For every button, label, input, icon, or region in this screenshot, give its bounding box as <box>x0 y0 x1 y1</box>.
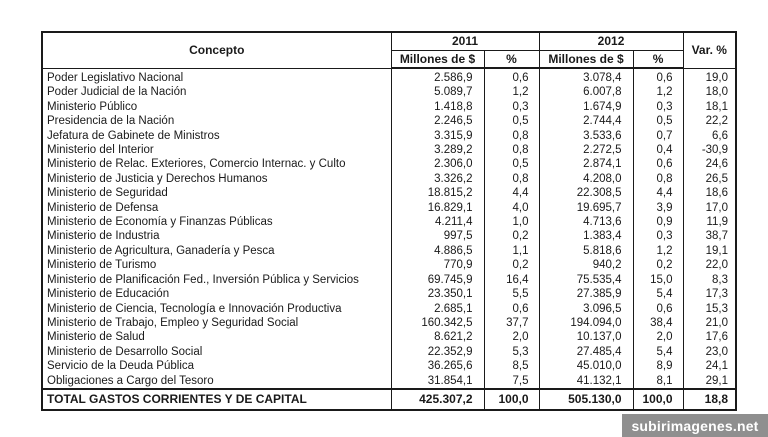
cell-pct-2011: 4,4 <box>484 186 539 200</box>
cell-pct-2012: 8,9 <box>633 359 683 373</box>
cell-concepto: Ministerio de Relac. Exteriores, Comercio Internac. y Culto <box>42 157 391 171</box>
total-millones-2011: 425.307,2 <box>391 389 484 410</box>
cell-pct-2011: 0,5 <box>484 157 539 171</box>
cell-millones-2011: 22.352,9 <box>391 345 484 359</box>
cell-pct-2011: 0,5 <box>484 114 539 128</box>
cell-pct-2011: 2,0 <box>484 330 539 344</box>
cell-millones-2012: 2.744,4 <box>539 114 633 128</box>
table-row <box>42 374 736 389</box>
table-row <box>42 201 736 215</box>
cell-concepto: Obligaciones a Cargo del Tesoro <box>42 374 391 389</box>
cell-concepto: Ministerio de Ciencia, Tecnología e Innovación Productiva <box>42 302 391 316</box>
cell-pct-2011: 4,0 <box>484 201 539 215</box>
total-millones-2012: 505.130,0 <box>539 389 633 410</box>
cell-pct-2012: 0,5 <box>633 114 683 128</box>
cell-var-pct: 38,7 <box>683 229 736 243</box>
cell-pct-2012: 5,4 <box>633 287 683 301</box>
cell-pct-2011: 1,1 <box>484 244 539 258</box>
table-row <box>42 273 736 287</box>
header-pct-2012: % <box>633 50 683 68</box>
table-row <box>42 157 736 171</box>
cell-pct-2012: 2,0 <box>633 330 683 344</box>
table-row <box>42 359 736 373</box>
cell-millones-2012: 22.308,5 <box>539 186 633 200</box>
cell-pct-2012: 0,6 <box>633 68 683 85</box>
cell-millones-2011: 31.854,1 <box>391 374 484 389</box>
cell-var-pct: 17,3 <box>683 287 736 301</box>
cell-pct-2011: 1,2 <box>484 85 539 99</box>
table-footer <box>42 389 736 410</box>
cell-pct-2012: 1,2 <box>633 85 683 99</box>
cell-concepto: Poder Legislativo Nacional <box>42 68 391 85</box>
cell-var-pct: 19,0 <box>683 68 736 85</box>
cell-concepto: Ministerio de Industria <box>42 229 391 243</box>
cell-millones-2011: 3.315,9 <box>391 129 484 143</box>
cell-concepto: Ministerio de Educación <box>42 287 391 301</box>
cell-millones-2011: 23.350,1 <box>391 287 484 301</box>
cell-millones-2012: 2.874,1 <box>539 157 633 171</box>
table-row <box>42 143 736 157</box>
total-var-pct: 18,8 <box>683 389 736 410</box>
cell-pct-2011: 0,6 <box>484 68 539 85</box>
cell-millones-2012: 45.010,0 <box>539 359 633 373</box>
cell-pct-2011: 0,8 <box>484 143 539 157</box>
cell-millones-2011: 1.418,8 <box>391 100 484 114</box>
cell-millones-2011: 5.089,7 <box>391 85 484 99</box>
cell-var-pct: 6,6 <box>683 129 736 143</box>
cell-pct-2011: 5,3 <box>484 345 539 359</box>
cell-millones-2012: 3.533,6 <box>539 129 633 143</box>
cell-pct-2012: 8,1 <box>633 374 683 389</box>
cell-millones-2011: 4.211,4 <box>391 215 484 229</box>
cell-millones-2011: 997,5 <box>391 229 484 243</box>
table-row <box>42 100 736 114</box>
cell-millones-2012: 194.094,0 <box>539 316 633 330</box>
cell-millones-2011: 4.886,5 <box>391 244 484 258</box>
cell-concepto: Ministerio de Economía y Finanzas Públicas <box>42 215 391 229</box>
cell-concepto: Presidencia de la Nación <box>42 114 391 128</box>
table-row <box>42 129 736 143</box>
cell-var-pct: 17,0 <box>683 201 736 215</box>
cell-millones-2012: 4.713,6 <box>539 215 633 229</box>
cell-var-pct: 15,3 <box>683 302 736 316</box>
cell-millones-2012: 940,2 <box>539 258 633 272</box>
cell-millones-2012: 1.674,9 <box>539 100 633 114</box>
table-header <box>42 32 736 68</box>
cell-pct-2012: 5,4 <box>633 345 683 359</box>
cell-pct-2012: 0,8 <box>633 172 683 186</box>
header-millones-2012: Millones de $ <box>539 50 633 68</box>
header-concepto: Concepto <box>42 32 391 68</box>
total-pct-2012: 100,0 <box>633 389 683 410</box>
cell-millones-2011: 2.246,5 <box>391 114 484 128</box>
cell-millones-2011: 2.685,1 <box>391 302 484 316</box>
cell-pct-2012: 0,6 <box>633 157 683 171</box>
cell-concepto: Ministerio de Agricultura, Ganadería y Pesca <box>42 244 391 258</box>
cell-var-pct: 11,9 <box>683 215 736 229</box>
cell-millones-2011: 3.326,2 <box>391 172 484 186</box>
header-year-2011: 2011 <box>391 32 539 50</box>
cell-var-pct: 22,0 <box>683 258 736 272</box>
cell-pct-2011: 0,3 <box>484 100 539 114</box>
cell-pct-2011: 16,4 <box>484 273 539 287</box>
watermark-text: subirimagenes.net <box>631 417 759 434</box>
table-row <box>42 244 736 258</box>
cell-pct-2011: 8,5 <box>484 359 539 373</box>
cell-var-pct: 18,1 <box>683 100 736 114</box>
cell-millones-2011: 2.586,9 <box>391 68 484 85</box>
cell-pct-2011: 0,8 <box>484 129 539 143</box>
cell-pct-2012: 38,4 <box>633 316 683 330</box>
cell-pct-2012: 0,2 <box>633 258 683 272</box>
cell-var-pct: 24,1 <box>683 359 736 373</box>
cell-pct-2011: 0,8 <box>484 172 539 186</box>
table-row <box>42 186 736 200</box>
table-row <box>42 172 736 186</box>
cell-millones-2012: 75.535,4 <box>539 273 633 287</box>
cell-var-pct: 22,2 <box>683 114 736 128</box>
cell-var-pct: 24,6 <box>683 157 736 171</box>
cell-millones-2012: 10.137,0 <box>539 330 633 344</box>
cell-var-pct: 18,6 <box>683 186 736 200</box>
cell-millones-2011: 3.289,2 <box>391 143 484 157</box>
cell-millones-2011: 18.815,2 <box>391 186 484 200</box>
cell-pct-2012: 15,0 <box>633 273 683 287</box>
watermark-badge <box>622 414 768 437</box>
cell-pct-2011: 0,2 <box>484 258 539 272</box>
cell-pct-2012: 4,4 <box>633 186 683 200</box>
table-row <box>42 85 736 99</box>
cell-pct-2011: 37,7 <box>484 316 539 330</box>
table-row <box>42 215 736 229</box>
cell-pct-2012: 0,3 <box>633 100 683 114</box>
cell-millones-2012: 19.695,7 <box>539 201 633 215</box>
header-millones-2011: Millones de $ <box>391 50 484 68</box>
cell-millones-2011: 8.621,2 <box>391 330 484 344</box>
cell-var-pct: 23,0 <box>683 345 736 359</box>
cell-millones-2011: 16.829,1 <box>391 201 484 215</box>
cell-concepto: Ministerio de Desarrollo Social <box>42 345 391 359</box>
cell-millones-2012: 6.007,8 <box>539 85 633 99</box>
cell-pct-2012: 0,7 <box>633 129 683 143</box>
cell-concepto: Ministerio de Defensa <box>42 201 391 215</box>
header-pct-2011: % <box>484 50 539 68</box>
header-year-2012: 2012 <box>539 32 683 50</box>
cell-var-pct: 18,0 <box>683 85 736 99</box>
total-label: TOTAL GASTOS CORRIENTES Y DE CAPITAL <box>42 389 391 410</box>
cell-pct-2011: 0,6 <box>484 302 539 316</box>
cell-concepto: Poder Judicial de la Nación <box>42 85 391 99</box>
table-body <box>42 68 736 389</box>
cell-pct-2012: 0,4 <box>633 143 683 157</box>
cell-var-pct: 21,0 <box>683 316 736 330</box>
table-row <box>42 345 736 359</box>
cell-millones-2012: 3.096,5 <box>539 302 633 316</box>
table-row <box>42 114 736 128</box>
cell-millones-2012: 3.078,4 <box>539 68 633 85</box>
cell-concepto: Ministerio Público <box>42 100 391 114</box>
table-row <box>42 229 736 243</box>
cell-concepto: Jefatura de Gabinete de Ministros <box>42 129 391 143</box>
table-row <box>42 330 736 344</box>
cell-var-pct: 8,3 <box>683 273 736 287</box>
cell-pct-2011: 5,5 <box>484 287 539 301</box>
cell-pct-2011: 7,5 <box>484 374 539 389</box>
cell-concepto: Ministerio de Justicia y Derechos Humanos <box>42 172 391 186</box>
cell-pct-2012: 0,3 <box>633 229 683 243</box>
cell-concepto: Servicio de la Deuda Pública <box>42 359 391 373</box>
cell-var-pct: 29,1 <box>683 374 736 389</box>
cell-var-pct: 19,1 <box>683 244 736 258</box>
cell-millones-2011: 69.745,9 <box>391 273 484 287</box>
cell-concepto: Ministerio de Salud <box>42 330 391 344</box>
total-pct-2011: 100,0 <box>484 389 539 410</box>
cell-millones-2011: 160.342,5 <box>391 316 484 330</box>
cell-var-pct: -30,9 <box>683 143 736 157</box>
cell-millones-2012: 4.208,0 <box>539 172 633 186</box>
table-row <box>42 302 736 316</box>
cell-millones-2012: 27.385,9 <box>539 287 633 301</box>
cell-pct-2012: 0,9 <box>633 215 683 229</box>
budget-table <box>41 31 737 411</box>
cell-concepto: Ministerio de Planificación Fed., Inversión Pública y Servicios <box>42 273 391 287</box>
cell-millones-2011: 36.265,6 <box>391 359 484 373</box>
table-row <box>42 68 736 85</box>
cell-var-pct: 17,6 <box>683 330 736 344</box>
cell-millones-2012: 41.132,1 <box>539 374 633 389</box>
cell-millones-2012: 1.383,4 <box>539 229 633 243</box>
cell-concepto: Ministerio de Turismo <box>42 258 391 272</box>
cell-millones-2012: 27.485,4 <box>539 345 633 359</box>
cell-millones-2012: 5.818,6 <box>539 244 633 258</box>
cell-pct-2011: 0,2 <box>484 229 539 243</box>
cell-millones-2012: 2.272,5 <box>539 143 633 157</box>
cell-millones-2011: 2.306,0 <box>391 157 484 171</box>
table-row <box>42 258 736 272</box>
cell-pct-2011: 1,0 <box>484 215 539 229</box>
cell-concepto: Ministerio del Interior <box>42 143 391 157</box>
cell-concepto: Ministerio de Seguridad <box>42 186 391 200</box>
total-row <box>42 389 736 410</box>
cell-millones-2011: 770,9 <box>391 258 484 272</box>
cell-concepto: Ministerio de Trabajo, Empleo y Seguridad Social <box>42 316 391 330</box>
header-var-pct: Var. % <box>683 32 736 68</box>
cell-pct-2012: 0,6 <box>633 302 683 316</box>
table-row <box>42 316 736 330</box>
cell-pct-2012: 1,2 <box>633 244 683 258</box>
cell-var-pct: 26,5 <box>683 172 736 186</box>
cell-pct-2012: 3,9 <box>633 201 683 215</box>
table-row <box>42 287 736 301</box>
